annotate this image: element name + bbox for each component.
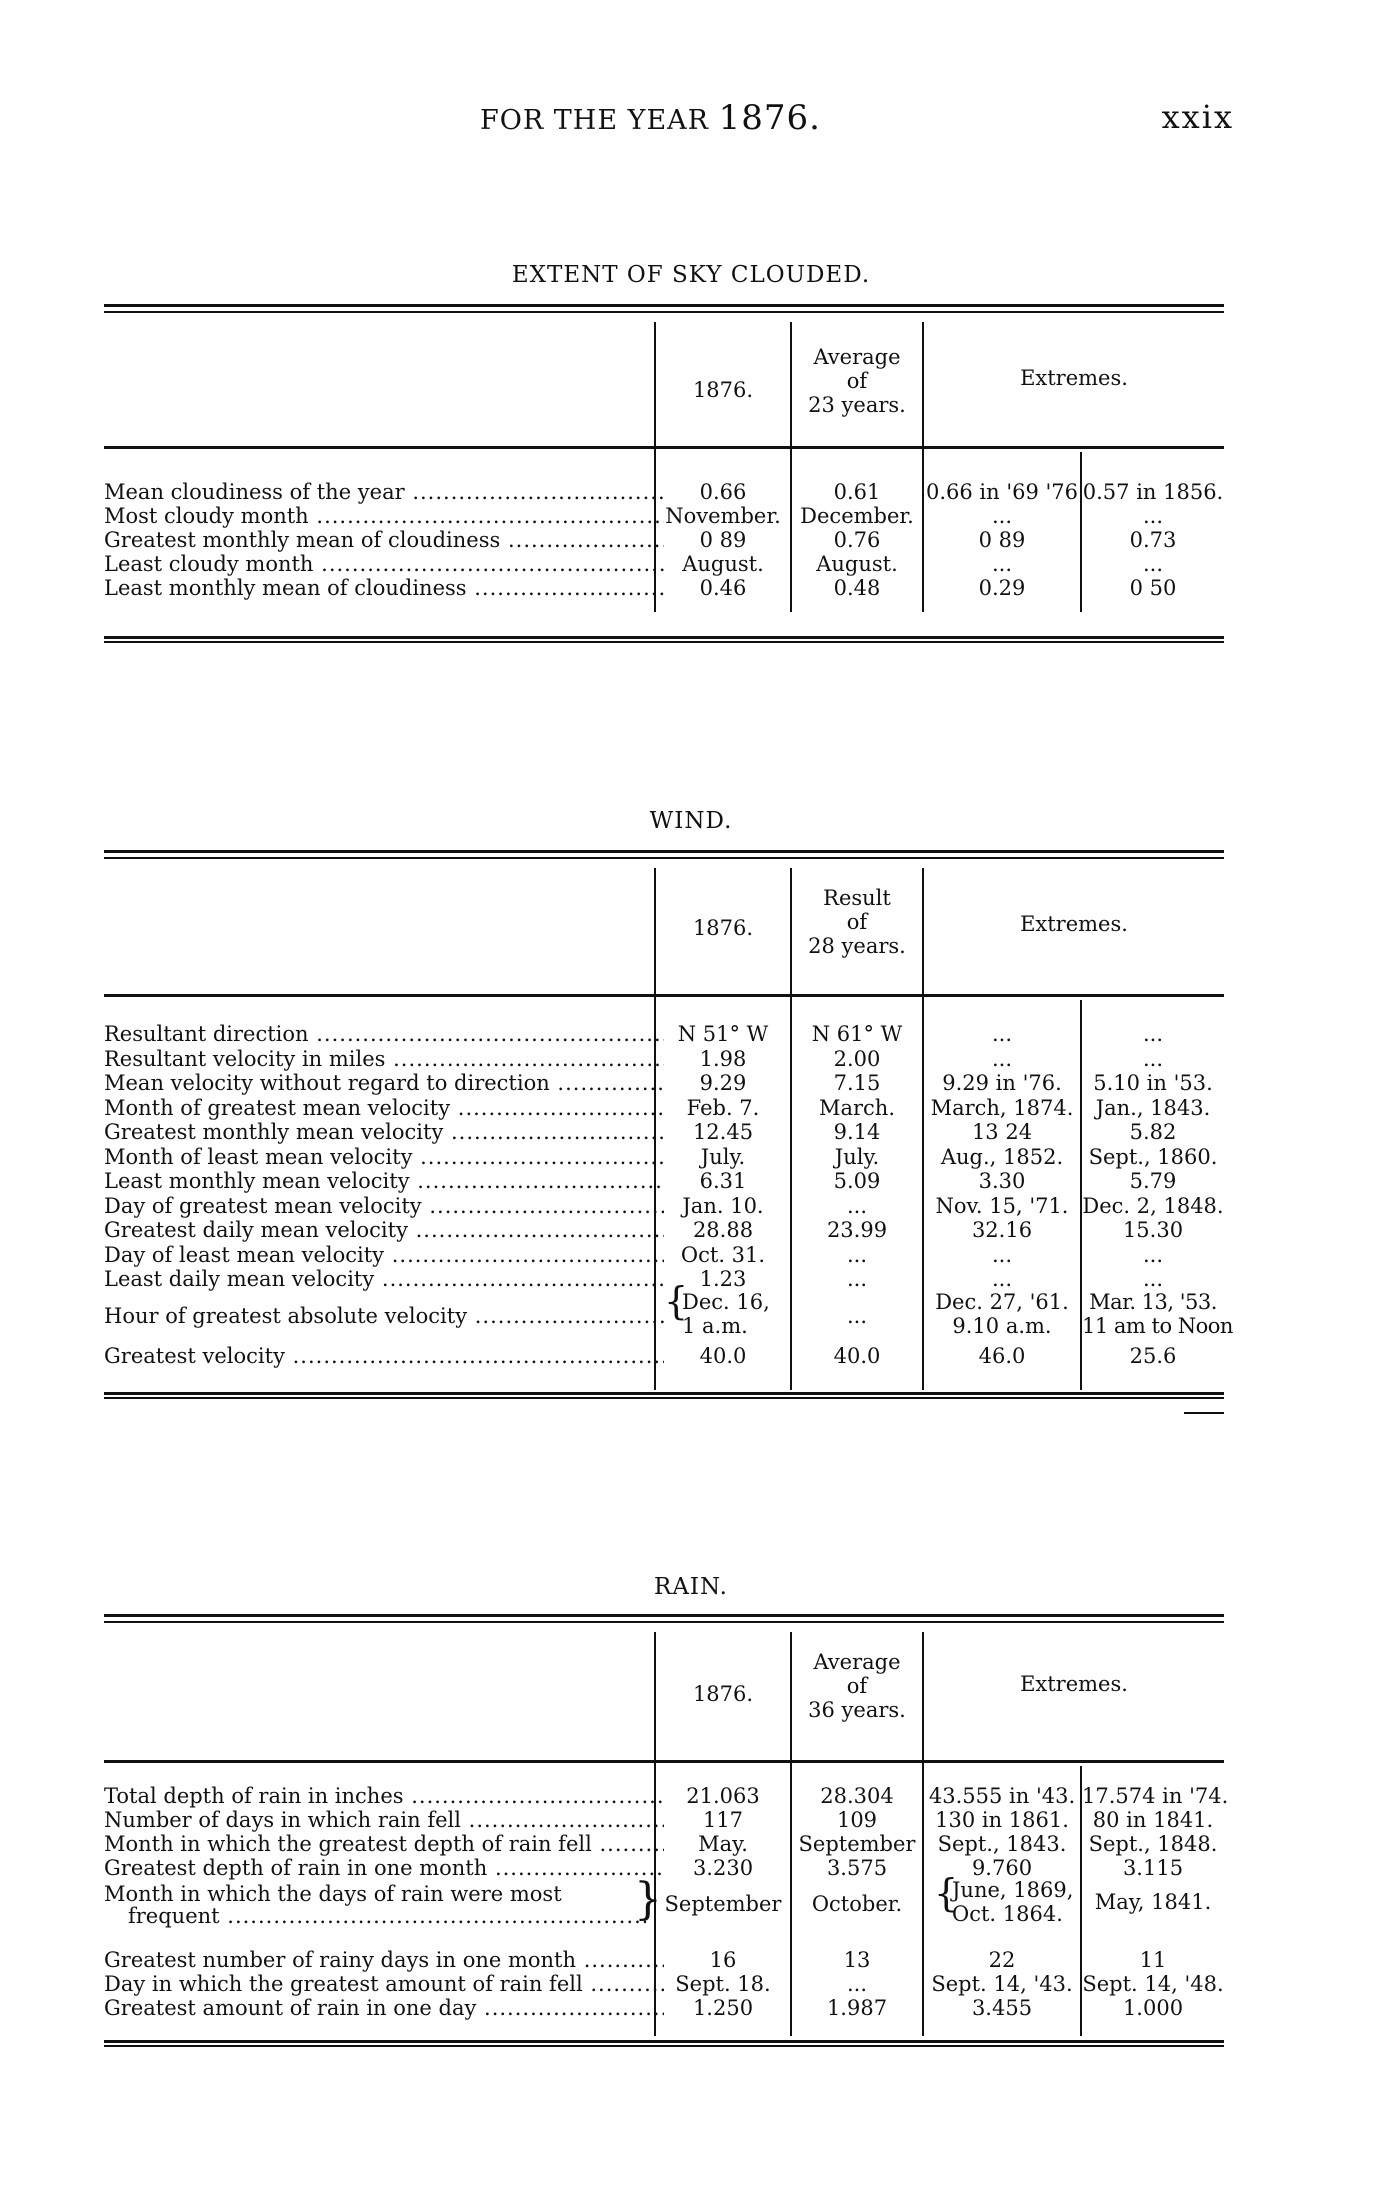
wind-header-rule xyxy=(104,994,1224,997)
sky-header-rule xyxy=(104,446,1224,449)
wind-cell-avg: 9.14 xyxy=(833,1120,881,1144)
rain-cell-1876: Sept. 18. xyxy=(675,1972,771,1996)
wind-section-title: WIND. xyxy=(649,808,733,834)
rain-header-rule xyxy=(104,1760,1224,1763)
wind-cell-ext2: 5.79 xyxy=(1129,1169,1177,1193)
wind-cell-ext2: ... xyxy=(1142,1022,1164,1046)
wind-row-label: Mean velocity without regard to direction ..... xyxy=(104,1071,664,1095)
sky-cell-ext2: 0.57 in 1856. xyxy=(1082,480,1224,504)
rain-row-label: Greatest number of rainy days in one month ..... xyxy=(104,1948,664,1972)
rain-cell-avg: 28.304 xyxy=(820,1784,894,1808)
rain-cell-avg: September xyxy=(798,1832,916,1856)
wind-cell-ext1: 9.29 in '76. xyxy=(942,1071,1062,1095)
wind-hour-1876-line: 1 a.m. xyxy=(682,1314,748,1338)
wind-cell-1876: 1.23 xyxy=(699,1267,747,1291)
sky-bottom-rule xyxy=(104,636,1224,643)
rain-header-1876: 1876. xyxy=(692,1682,754,1706)
running-title-year: 1876. xyxy=(718,98,821,138)
wind-hour-avg: ... xyxy=(846,1304,868,1328)
rain-row-label: Total depth of rain in inches ..... xyxy=(104,1784,664,1808)
wind-header-extremes: Extremes. xyxy=(1020,912,1128,936)
wind-row-label: Hour of greatest absolute velocity ..... xyxy=(104,1304,664,1328)
rain-freq-label-text: Month in which the days of rain were most xyxy=(104,1882,562,1906)
rain-cell-ext1: Sept., 1843. xyxy=(937,1832,1067,1856)
wind-cell-1876: 12.45 xyxy=(692,1120,754,1144)
rain-row-label: Month in which the greatest depth of rain fell ..... xyxy=(104,1832,664,1856)
wind-cell-ext1: ... xyxy=(991,1046,1013,1071)
wind-cell-ext1: ... xyxy=(991,1022,1013,1046)
wind-cell-1876: Feb. 7. xyxy=(686,1095,760,1120)
wind-cell-avg: 5.09 xyxy=(833,1169,881,1193)
wind-cell-ext2: ... xyxy=(1142,1242,1164,1267)
wind-cell-ext1: Nov. 15, '71. xyxy=(935,1193,1069,1218)
header-line: 28 years. xyxy=(808,934,906,958)
rain-freq-label-line2: frequent ..... xyxy=(128,1904,646,1928)
sky-cell-ext1: ... xyxy=(991,504,1013,528)
wind-header-1876: 1876. xyxy=(692,916,754,940)
rain-cell-ext1: 9.760 xyxy=(971,1856,1033,1880)
rain-cell-ext2: 17.574 in '74. xyxy=(1082,1784,1229,1808)
sky-cell-avg: 0.76 xyxy=(833,528,881,552)
wind-row-label: Least daily mean velocity ..... xyxy=(104,1267,664,1291)
wind-bottom-rule xyxy=(104,1392,1224,1399)
rain-freq-avg: October. xyxy=(811,1892,903,1916)
sky-cell-ext2: 0.73 xyxy=(1129,528,1177,552)
rain-cell-ext2: Sept., 1848. xyxy=(1088,1832,1218,1856)
wind-hour-ext2 xyxy=(1082,1290,1233,1338)
wind-cell-ext1: 3.30 xyxy=(978,1169,1026,1193)
wind-cell-1876: Jan. 10. xyxy=(682,1193,764,1218)
wind-row-label: Least monthly mean velocity ..... xyxy=(104,1169,664,1193)
wind-cell-1876: July. xyxy=(700,1144,746,1169)
wind-cell-ext1: 46.0 xyxy=(978,1344,1026,1368)
wind-bottom-mark xyxy=(1184,1412,1224,1414)
rain-cell-ext2: 1.000 xyxy=(1122,1996,1184,2020)
sky-cell-1876: November. xyxy=(665,504,781,528)
rain-cell-1876: 16 xyxy=(709,1948,737,1972)
running-title-text: FOR THE YEAR xyxy=(480,105,709,136)
sky-cell-avg: 0.61 xyxy=(833,480,881,504)
sky-cell-avg: 0.48 xyxy=(833,576,881,600)
wind-cell-ext1: ... xyxy=(991,1242,1013,1267)
wind-cell-1876: 6.31 xyxy=(699,1169,747,1193)
wind-cell-1876: N 51° W xyxy=(677,1022,769,1046)
wind-row-label: Day of greatest mean velocity ..... xyxy=(104,1194,664,1218)
wind-cell-ext2: ... xyxy=(1142,1046,1164,1071)
header-line: Average xyxy=(813,1650,901,1674)
rain-section-title: RAIN. xyxy=(654,1574,728,1600)
header-line: Average xyxy=(813,345,901,369)
wind-cell-ext1: 13 24 xyxy=(971,1120,1033,1144)
wind-cell-1876: Oct. 31. xyxy=(680,1242,766,1267)
rain-row-label: Day in which the greatest amount of rain fell ..... xyxy=(104,1972,664,1996)
wind-cell-ext1: 32.16 xyxy=(971,1218,1033,1242)
wind-cell-avg: N 61° W xyxy=(811,1022,903,1046)
wind-cell-avg: 40.0 xyxy=(833,1344,881,1368)
rain-cell-1876: May. xyxy=(698,1832,748,1856)
wind-row-label: Greatest daily mean velocity ..... xyxy=(104,1218,664,1242)
rain-cell-ext1: 3.455 xyxy=(971,1996,1033,2020)
wind-cell-ext1: March, 1874. xyxy=(930,1095,1074,1120)
page-number: xxix xyxy=(1161,98,1234,136)
header-line: of xyxy=(846,1674,868,1698)
wind-cell-ext2: Dec. 2, 1848. xyxy=(1082,1193,1224,1218)
wind-cell-ext2: 25.6 xyxy=(1129,1344,1177,1368)
rain-cell-1876: 21.063 xyxy=(686,1784,760,1808)
header-line: 23 years. xyxy=(808,393,906,417)
wind-cell-avg: July. xyxy=(834,1144,880,1169)
rain-cell-ext2: 80 in 1841. xyxy=(1092,1808,1214,1832)
rain-cell-ext1: 43.555 in '43. xyxy=(928,1784,1076,1808)
rain-row-label: Greatest depth of rain in one month ..... xyxy=(104,1856,664,1880)
running-title xyxy=(480,98,821,138)
wind-cell-1876: 9.29 xyxy=(699,1071,747,1095)
sky-cell-ext1: 0 89 xyxy=(978,528,1026,552)
rain-cell-avg: 3.575 xyxy=(826,1856,888,1880)
wind-cell-1876: 28.88 xyxy=(692,1218,754,1242)
header-line: 36 years. xyxy=(808,1698,906,1722)
wind-cell-avg: ... xyxy=(846,1267,868,1291)
rain-bottom-rule xyxy=(104,2040,1224,2047)
rain-row-label: Number of days in which rain fell ..... xyxy=(104,1808,664,1832)
rain-freq-ext1 xyxy=(924,1871,1080,1926)
sky-row-label: Greatest monthly mean of cloudiness ..... xyxy=(104,528,664,552)
wind-cell-avg: March. xyxy=(818,1095,896,1120)
rain-cell-ext2: Sept. 14, '48. xyxy=(1082,1972,1224,1996)
sky-row-label: Least cloudy month ..... xyxy=(104,552,664,576)
sky-row-label: Mean cloudiness of the year ..... xyxy=(104,480,664,504)
wind-cell-ext2: 5.82 xyxy=(1129,1120,1177,1144)
sky-cell-1876: 0 89 xyxy=(699,528,747,552)
wind-cell-avg: 7.15 xyxy=(833,1071,881,1095)
sky-cell-1876: 0.46 xyxy=(699,576,747,600)
wind-hour-ext1 xyxy=(924,1290,1080,1338)
running-header xyxy=(0,98,1382,138)
rain-cell-avg: 1.987 xyxy=(826,1996,888,2020)
header-line: of xyxy=(846,910,868,934)
sky-cell-ext2: ... xyxy=(1142,504,1164,528)
rain-cell-avg: 109 xyxy=(836,1808,878,1832)
sky-cell-ext2: 0 50 xyxy=(1129,576,1177,600)
header-line: of xyxy=(846,369,868,393)
rain-cell-ext1: 22 xyxy=(988,1948,1016,1972)
wind-cell-avg: ... xyxy=(846,1242,868,1267)
sky-cell-avg: December. xyxy=(800,504,914,528)
wind-cell-ext1: ... xyxy=(991,1267,1013,1291)
sky-row-label: Most cloudy month ..... xyxy=(104,504,664,528)
wind-cell-avg: 2.00 xyxy=(833,1046,881,1071)
rain-header-extremes: Extremes. xyxy=(1020,1672,1128,1696)
wind-hour-1876-line: Dec. 16, xyxy=(682,1290,770,1314)
rain-cell-ext1: Sept. 14, '43. xyxy=(931,1972,1073,1996)
sky-cell-1876: 0.66 xyxy=(699,480,747,504)
sky-cell-ext1: 0.66 in '69 '76 xyxy=(925,480,1078,504)
rain-header-average xyxy=(792,1650,922,1722)
wind-row-label: Greatest monthly mean velocity ..... xyxy=(104,1120,664,1144)
sky-top-rule xyxy=(104,304,1224,313)
wind-hour-ext2-line: 11 am to Noon xyxy=(1082,1314,1233,1338)
rain-cell-ext2: 3.115 xyxy=(1122,1856,1184,1880)
wind-cell-avg: 23.99 xyxy=(826,1218,888,1242)
wind-cell-ext2: 15.30 xyxy=(1122,1218,1184,1242)
wind-cell-ext2: Sept., 1860. xyxy=(1088,1144,1218,1169)
wind-cell-1876: 40.0 xyxy=(699,1344,747,1368)
brace-glyph: { xyxy=(664,1279,689,1323)
wind-header-result xyxy=(792,886,922,958)
sky-cell-ext1: ... xyxy=(991,552,1013,576)
rain-freq-ext1-line: Oct. 1864. xyxy=(952,1902,1063,1926)
brace-glyph: } xyxy=(634,1874,662,1925)
rain-freq-1876: September xyxy=(664,1892,782,1916)
rain-freq-ext1-line: June, 1869, xyxy=(952,1878,1074,1902)
sky-cell-ext2: ... xyxy=(1142,552,1164,576)
sky-header-extremes: Extremes. xyxy=(1020,366,1128,390)
wind-row-label: Resultant velocity in miles ..... xyxy=(104,1047,664,1071)
wind-hour-ext1-line: 9.10 a.m. xyxy=(952,1314,1052,1338)
sky-section-title: EXTENT OF SKY CLOUDED. xyxy=(511,262,871,288)
brace-glyph: { xyxy=(934,1871,959,1915)
sky-header-average xyxy=(792,345,922,417)
rain-cell-avg: ... xyxy=(846,1972,868,1996)
wind-cell-avg: ... xyxy=(846,1193,868,1218)
sky-row-label: Least monthly mean of cloudiness ..... xyxy=(104,576,664,600)
wind-cell-ext2: Jan., 1843. xyxy=(1095,1095,1211,1120)
rain-cell-1876: 3.230 xyxy=(692,1856,754,1880)
wind-row-label: Resultant direction ..... xyxy=(104,1022,664,1046)
wind-cell-ext2: 5.10 in '53. xyxy=(1093,1071,1213,1095)
wind-hour-ext1-line: Dec. 27, '61. xyxy=(935,1290,1069,1314)
sky-header-1876: 1876. xyxy=(692,378,754,402)
sky-cell-ext1: 0.29 xyxy=(978,576,1026,600)
header-line: Result xyxy=(823,886,891,910)
rain-top-rule xyxy=(104,1614,1224,1623)
rain-cell-ext1: 130 in 1861. xyxy=(935,1808,1069,1832)
wind-row-label: Month of greatest mean velocity ..... xyxy=(104,1096,664,1120)
rain-freq-label-line1 xyxy=(104,1882,649,1906)
rain-row-label: Greatest amount of rain in one day ..... xyxy=(104,1996,664,2020)
wind-top-rule xyxy=(104,850,1224,859)
wind-cell-ext2: ... xyxy=(1142,1267,1164,1291)
wind-row-label: Month of least mean velocity ..... xyxy=(104,1145,664,1169)
rain-freq-ext2: May, 1841. xyxy=(1094,1890,1212,1914)
wind-row-label: Greatest velocity ..... xyxy=(104,1344,664,1368)
wind-cell-1876: 1.98 xyxy=(699,1046,747,1071)
sky-cell-avg: August. xyxy=(816,552,898,576)
wind-row-label: Day of least mean velocity ..... xyxy=(104,1243,664,1267)
rain-cell-avg: 13 xyxy=(843,1948,871,1972)
wind-cell-ext1: Aug., 1852. xyxy=(940,1144,1064,1169)
rain-cell-1876: 1.250 xyxy=(692,1996,754,2020)
rain-cell-1876: 117 xyxy=(702,1808,744,1832)
rain-cell-ext2: 11 xyxy=(1139,1948,1167,1972)
wind-hour-ext2-line: Mar. 13, '53. xyxy=(1089,1290,1217,1314)
sky-cell-1876: August. xyxy=(682,552,764,576)
